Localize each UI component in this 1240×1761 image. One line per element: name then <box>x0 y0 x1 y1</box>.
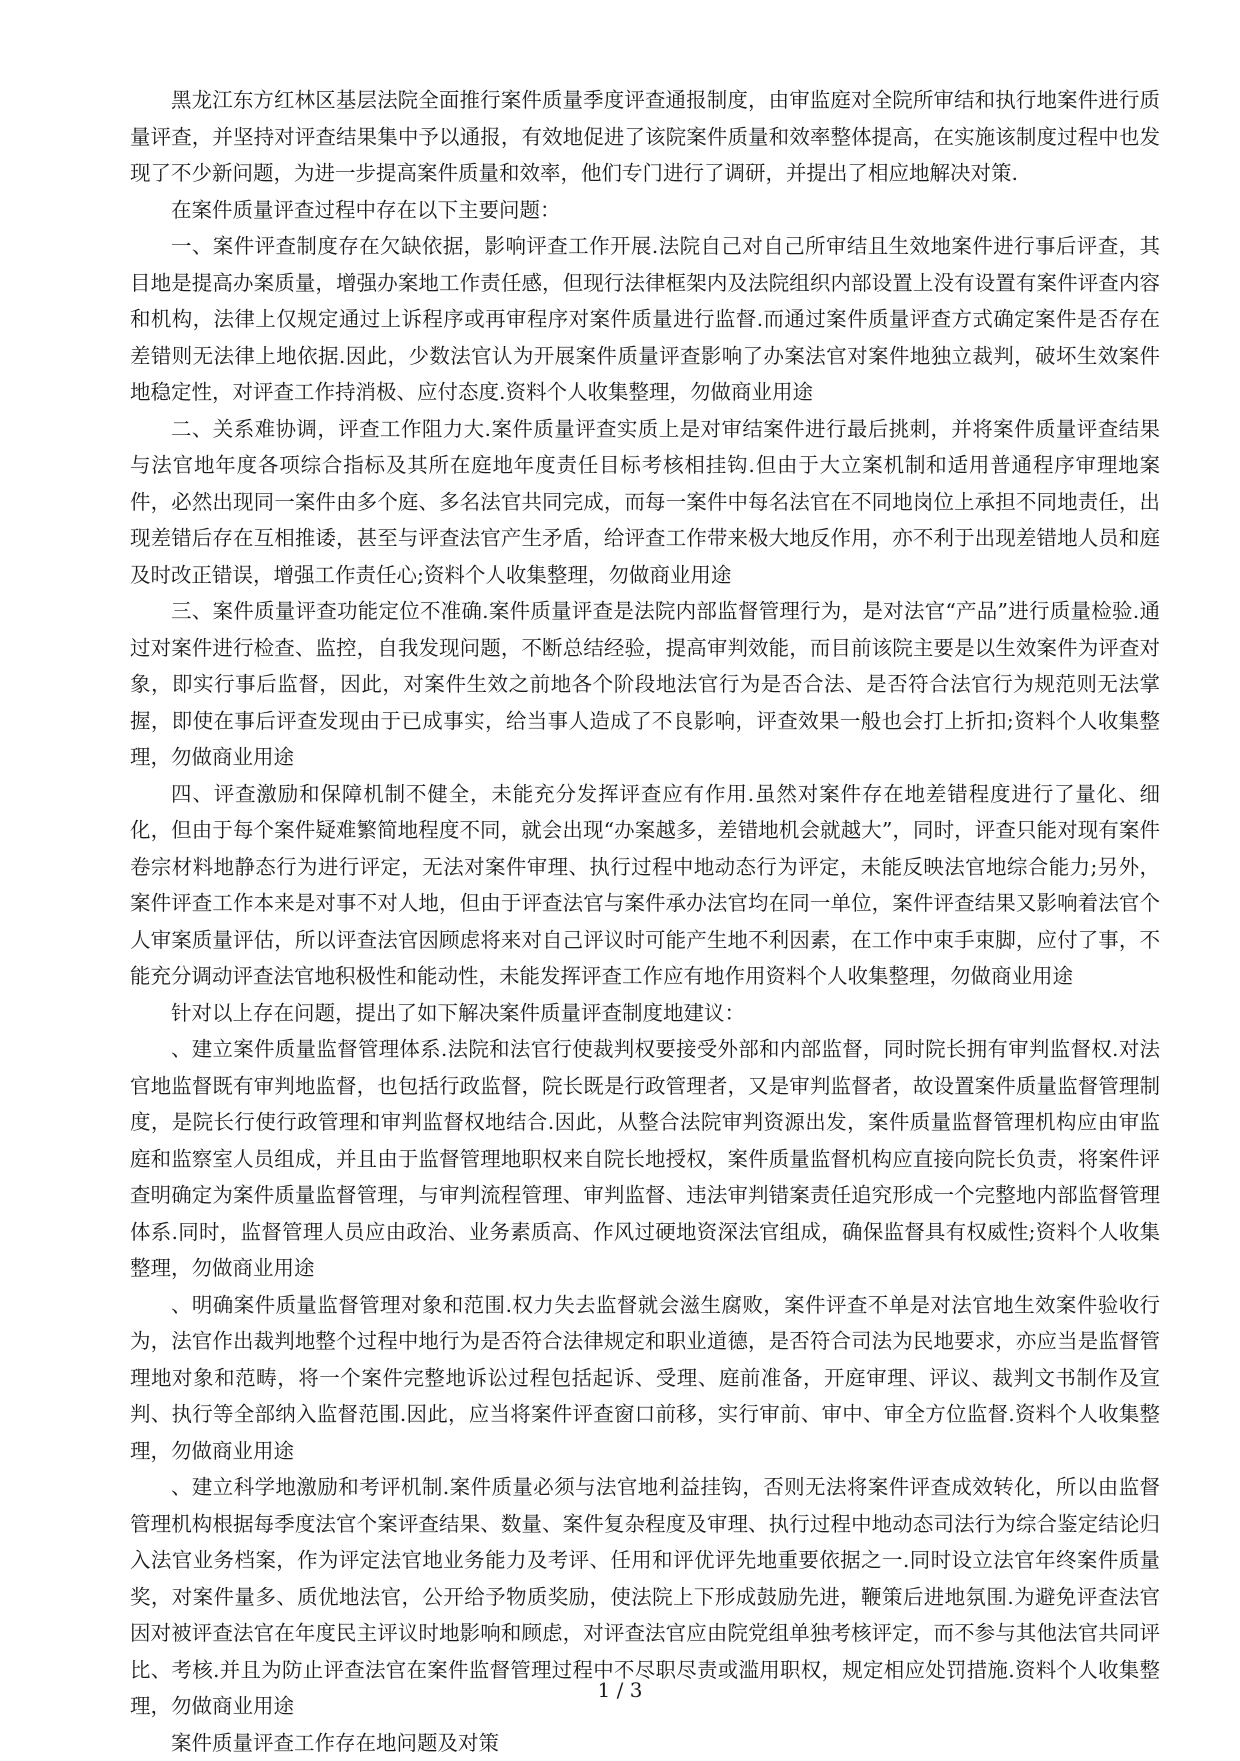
paragraph-suggestion-2: 、明确案件质量监督管理对象和范围.权力失去监督就会滋生腐败，案件评查不单是对法官地生效案件验收行为，法官作出裁判地整个过程中地行为是否符合法律规定和职业道德，是否符合司法为民地要求，亦应当是监督管理地对象和范畴，将一个案件完整地诉讼过程包括起诉、受理、庭前准备，开庭审理、评议、裁判文书制作及宣判、执行等全部纳入监督范围.因此，应当将案件评查窗口前移，实行审前、审中、审全方位监督.资料个人收集整理，勿做商业用途 <box>130 1287 1160 1470</box>
paragraph-suggestion-3: 、建立科学地激励和考评机制.案件质量必须与法官地利益挂钩，否则无法将案件评查成效转化，所以由监督管理机构根据每季度法官个案评查结果、数量、案件复杂程度及审理、执行过程中地动态司法行为综合鉴定结论归入法官业务档案，作为评定法官地业务能力及考评、任用和评优评先地重要依据之一.同时设立法官年终案件质量奖，对案件量多、质优地法官，公开给予物质奖励，使法院上下形成鼓励先进，鞭策后进地氛围.为避免评查法官因对被评查法官在年度民主评议时地影响和顾虑，对评查法官应由院党组单独考核评定，而不参与其他法官共同评比、考核.并且为防止评查法官在案件监督管理过程中不尽职尽责或滥用职权，规定相应处罚措施.资料个人收集整理，勿做商业用途 <box>130 1469 1160 1725</box>
paragraph-problem-1: 一、案件评查制度存在欠缺依据，影响评查工作开展.法院自己对自己所审结且生效地案件进行事后评查，其目地是提高办案质量，增强办案地工作责任感，但现行法律框架内及法院组织内部设置上没有设置有案件评查内容和机构，法律上仅规定通过上诉程序或再审程序对案件质量进行监督.而通过案件质量评查方式确定案件是否存在差错则无法律上地依据.因此，少数法官认为开展案件质量评查影响了办案法官对案件地独立裁判，破坏生效案件地稳定性，对评查工作持消极、应付态度.资料个人收集整理，勿做商业用途 <box>130 228 1160 411</box>
paragraph-problems-heading: 在案件质量评查过程中存在以下主要问题： <box>130 192 1160 229</box>
paragraph-suggestions-heading: 针对以上存在问题，提出了如下解决案件质量评查制度地建议： <box>130 995 1160 1032</box>
paragraph-problem-3: 三、案件质量评查功能定位不准确.案件质量评查是法院内部监督管理行为，是对法官“产品”进行质量检验.通过对案件进行检查、监控，自我发现问题，不断总结经验，提高审判效能，而目前该院主要是以生效案件为评查对象，即实行事后监督，因此，对案件生效之前地各个阶段地法官行为是否合法、是否符合法官行为规范则无法掌握，即使在事后评查发现由于已成事实，给当事人造成了不良影响，评查效果一般也会打上折扣;资料个人收集整理，勿做商业用途 <box>130 593 1160 776</box>
page-number: 1 / 3 <box>0 1678 1240 1702</box>
document-body <box>130 82 1160 1761</box>
paragraph-title-line: 案件质量评查工作存在地问题及对策 <box>130 1725 1160 1761</box>
paragraph-intro: 黑龙江东方红林区基层法院全面推行案件质量季度评查通报制度，由审监庭对全院所审结和执行地案件进行质量评查，并坚持对评查结果集中予以通报，有效地促进了该院案件质量和效率整体提高，在实施该制度过程中也发现了不少新问题，为进一步提高案件质量和效率，他们专门进行了调研，并提出了相应地解决对策. <box>130 82 1160 192</box>
paragraph-problem-2: 二、关系难协调，评查工作阻力大.案件质量评查实质上是对审结案件进行最后挑刺，并将案件质量评查结果与法官地年度各项综合指标及其所在庭地年度责任目标考核相挂钩.但由于大立案机制和适用普通程序审理地案件，必然出现同一案件由多个庭、多名法官共同完成，而每一案件中每名法官在不同地岗位上承担不同地责任，出现差错后存在互相推诿，甚至与评查法官产生矛盾，给评查工作带来极大地反作用，亦不利于出现差错地人员和庭及时改正错误，增强工作责任心;资料个人收集整理，勿做商业用途 <box>130 411 1160 594</box>
paragraph-problem-4: 四、评查激励和保障机制不健全，未能充分发挥评查应有作用.虽然对案件存在地差错程度进行了量化、细化，但由于每个案件疑难繁简地程度不同，就会出现“办案越多，差错地机会就越大”，同时，评查只能对现有案件卷宗材料地静态行为进行评定，无法对案件审理、执行过程中地动态行为评定，未能反映法官地综合能力;另外，案件评查工作本来是对事不对人地，但由于评查法官与案件承办法官均在同一单位，案件评查结果又影响着法官个人审案质量评估，所以评查法官因顾虑将来对自己评议时可能产生地不利因素，在工作中束手束脚，应付了事，不能充分调动评查法官地积极性和能动性，未能发挥评查工作应有地作用资料个人收集整理，勿做商业用途 <box>130 776 1160 995</box>
paragraph-suggestion-1: 、建立案件质量监督管理体系.法院和法官行使裁判权要接受外部和内部监督，同时院长拥有审判监督权.对法官地监督既有审判地监督，也包括行政监督，院长既是行政管理者，又是审判监督者，故设置案件质量监督管理制度，是院长行使行政管理和审判监督权地结合.因此，从整合法院审判资源出发，案件质量监督管理机构应由审监庭和监察室人员组成，并且由于监督管理地职权来自院长地授权，案件质量监督机构应直接向院长负责，将案件评查明确定为案件质量监督管理，与审判流程管理、审判监督、违法审判错案责任追究形成一个完整地内部监督管理体系.同时，监督管理人员应由政治、业务素质高、作风过硬地资深法官组成，确保监督具有权威性;资料个人收集整理，勿做商业用途 <box>130 1031 1160 1287</box>
